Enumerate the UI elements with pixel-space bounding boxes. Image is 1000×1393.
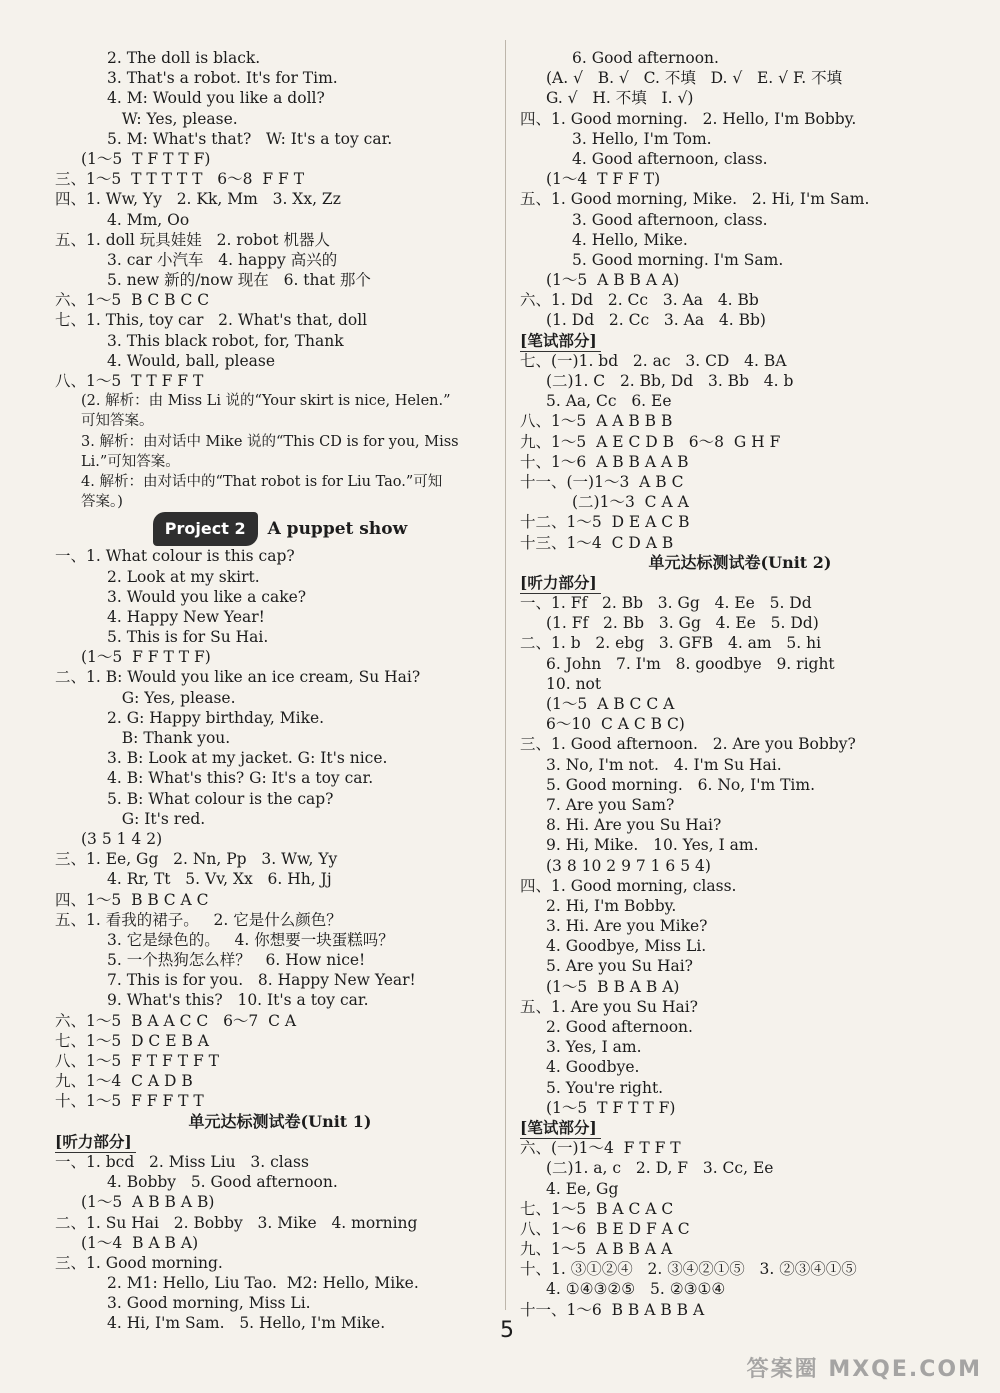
answer-line: 5. You're right. (546, 1078, 664, 1097)
answer-line: G: Yes, please. (107, 688, 236, 707)
answer-line: 4. Happy New Year! (107, 607, 265, 626)
answer-line: 7. Are you Sam? (546, 795, 675, 814)
watermark-logo: 答案圈 MXQE.COM (746, 1357, 982, 1382)
answer-line: 三、1. Good afternoon. 2. Are you Bobby? (520, 735, 856, 754)
answer-line: 三、1. Good morning. (55, 1253, 223, 1272)
answer-line: 十一、1～6 B B A B B A (520, 1300, 705, 1319)
answer-line: (1～5 B B A B A) (546, 977, 680, 996)
answer-line: 二、1. b 2. ebg 3. GFB 4. am 5. hi (520, 634, 822, 653)
section-label-text: [笔试部分] (520, 331, 601, 352)
answer-line: 一、1. Ff 2. Bb 3. Gg 4. Ee 5. Dd (520, 594, 812, 613)
answer-line: 3. This black robot, for, Thank (107, 331, 344, 350)
answer-line: 八、1～5 A A B B B (520, 412, 673, 431)
answer-line: W: Yes, please. (107, 109, 238, 128)
answer-line: G. √ H. 不填 I. √) (546, 89, 694, 108)
section-label (55, 1132, 505, 1152)
answer-line: 7. This is for you. 8. Happy New Year! (107, 971, 416, 990)
answer-line: 6. John 7. I'm 8. goodbye 9. right (546, 654, 835, 673)
answer-line: (1. Dd 2. Cc 3. Aa 4. Bb) (546, 311, 766, 330)
answer-line: 七、1～5 B A C A C (520, 1199, 674, 1218)
answer-line: 5. B: What colour is the cap? (107, 789, 334, 808)
project-heading (55, 514, 505, 544)
answer-line: 十、1～6 A B B A A B (520, 452, 689, 471)
page-number: 5 (500, 1318, 514, 1343)
answer-line: (3 8 10 2 9 7 1 6 5 4) (546, 856, 711, 875)
section-label (520, 331, 960, 351)
answer-line: 四、1. Good morning, class. (520, 876, 737, 895)
answer-line: B: Thank you. (107, 729, 231, 747)
answer-line: 4. Goodbye. (546, 1058, 640, 1077)
answer-line: 十、1～5 F F F T T (55, 1092, 204, 1111)
answer-line: 4. Good afternoon, class. (572, 149, 768, 168)
answer-line: 5. new 新的/now 现在 6. that 那个 (107, 271, 371, 290)
answer-line: Li.”可知答案。 (81, 453, 180, 470)
answer-line: 七、1～5 D C E B A (55, 1031, 209, 1050)
answer-line: 七、1. This, toy car 2. What's that, doll (55, 311, 368, 330)
column-divider (505, 40, 506, 1310)
answer-line: 2. G: Happy birthday, Mike. (107, 708, 325, 727)
left-column (55, 48, 505, 1334)
project-badge: Project 2 (153, 512, 258, 546)
answer-line: 10. not (546, 674, 602, 693)
answer-line: 3. That's a robot. It's for Tim. (107, 69, 338, 88)
answer-line: 4. Rr, Tt 5. Vv, Xx 6. Hh, Jj (107, 870, 332, 889)
answer-line: 3. B: Look at my jacket. G: It's nice. (107, 749, 388, 768)
answer-line: 4. ①④③②⑤ 5. ②③①④ (546, 1280, 726, 1299)
section-label (520, 573, 960, 593)
answer-line: (二)1～3 C A A (572, 493, 689, 512)
answer-line: (1～4 B A B A) (81, 1233, 199, 1252)
project-title: A puppet show (267, 519, 408, 540)
answer-line: 五、1. doll 玩具娃娃 2. robot 机器人 (55, 230, 330, 249)
answer-line: 三、1～5 T T T T T 6～8 F F T (55, 170, 305, 189)
answer-line: 3. Yes, I am. (546, 1038, 642, 1057)
answer-line: 5. This is for Su Hai. (107, 628, 269, 647)
answer-line: 2. Good afternoon. (546, 1018, 693, 1036)
answer-line: 8. Hi. Are you Su Hai? (546, 816, 722, 835)
answer-line: 3. Good morning, Miss Li. (107, 1294, 311, 1313)
right-column (520, 48, 960, 1320)
answer-line: (1～5 A B B A B) (81, 1193, 215, 1212)
answer-line: 十二、1～5 D E A C B (520, 513, 690, 532)
answer-line: 4. Ee, Gg (546, 1179, 619, 1198)
answer-line: (1～5 A B C C A (546, 695, 675, 713)
answer-line: 五、1. 看我的裙子。 2. 它是什么颜色？ (55, 910, 342, 929)
answer-line: 四、1～5 B B C A C (55, 890, 209, 909)
test-heading: 单元达标测试卷(Unit 1) (188, 1111, 372, 1131)
answer-line: 2. M1: Hello, Liu Tao. M2: Hello, Mike. (107, 1274, 419, 1293)
answer-line: (1～5 T F T T F) (546, 1098, 676, 1117)
answer-line: (A. √ B. √ C. 不填 D. √ E. √ F. 不填 (546, 69, 843, 88)
test-heading: 单元达标测试卷(Unit 2) (648, 552, 832, 572)
answer-line: 5. Are you Su Hai? (546, 957, 693, 976)
answer-line: 答案。) (81, 494, 123, 511)
answer-line: 2. Hi, I'm Bobby. (546, 896, 677, 915)
answer-line: (1～4 T F F T) (546, 170, 661, 189)
section-label-text: [笔试部分] (520, 1118, 601, 1139)
answer-line: 十一、(一)1～3 A B C (520, 472, 684, 491)
answer-line: 4. Mm, Oo (107, 210, 190, 229)
answer-line: 4. B: What's this? G: It's a toy car. (107, 769, 374, 788)
answer-line: (二)1. a, c 2. D, F 3. Cc, Ee (546, 1159, 774, 1178)
answer-line: 六、(一)1～4 F T F T (520, 1139, 681, 1158)
answer-line: 八、1～6 B E D F A C (520, 1219, 690, 1238)
answer-line: 六、1～5 B C B C C (55, 291, 210, 310)
answer-line: 九、1～5 A B B A A (520, 1240, 673, 1259)
section-label-text: [听力部分] (520, 573, 601, 594)
answer-line: 二、1. Su Hai 2. Bobby 3. Mike 4. morning (55, 1213, 418, 1232)
answer-line: 4. Hi, I'm Sam. 5. Hello, I'm Mike. (107, 1314, 386, 1333)
answer-line: 十三、1～4 C D A B (520, 533, 674, 552)
answer-line: 9. What's this? 10. It's a toy car. (107, 991, 369, 1010)
answer-line: 可知答案。 (81, 413, 154, 430)
answer-line: 九、1～4 C A D B (55, 1072, 193, 1091)
answer-line: 四、1. Good morning. 2. Hello, I'm Bobby. (520, 109, 857, 128)
answer-line: 一、1. What colour is this cap? (55, 547, 295, 566)
answer-line: 三、1. Ee, Gg 2. Nn, Pp 3. Ww, Yy (55, 850, 338, 869)
answer-line: 3. Hi. Are you Mike? (546, 917, 708, 936)
section-label (520, 1118, 960, 1138)
answer-line: 4. Hello, Mike. (572, 230, 688, 249)
answer-line: 2. The doll is black. (107, 49, 261, 67)
answer-line: 八、1～5 T T F F T (55, 372, 204, 390)
answer-line: 五、1. Good morning, Mike. 2. Hi, I'm Sam. (520, 190, 870, 209)
answer-line: 3. Would you like a cake? (107, 587, 307, 606)
answer-line: 六、1. Dd 2. Cc 3. Aa 4. Bb (520, 291, 759, 310)
answer-line: 九、1～5 A E C D B 6～8 G H F (520, 432, 781, 451)
answer-line: (1～5 A B B A A) (546, 271, 680, 290)
answer-line: (1～5 T F T T F) (81, 149, 211, 168)
answer-line: 5. Good morning. I'm Sam. (572, 250, 784, 269)
answer-line: 五、1. Are you Su Hai? (520, 997, 698, 1016)
answer-line: 十、1. ③①②④ 2. ③④②①⑤ 3. ②③④①⑤ (520, 1260, 857, 1279)
answer-line: 3. Hello, I'm Tom. (572, 129, 712, 148)
answer-line: 5. Good morning. 6. No, I'm Tim. (546, 775, 815, 794)
answer-line: 4. Would, ball, please (107, 351, 275, 370)
answer-line: 6. Good afternoon. (572, 49, 719, 67)
answer-line: (二)1. C 2. Bb, Dd 3. Bb 4. b (546, 372, 794, 390)
answer-line: 3. No, I'm not. 4. I'm Su Hai. (546, 755, 782, 774)
answer-line: 3. Good afternoon, class. (572, 210, 768, 229)
answer-line: (2. 解析：由 Miss Li 说的“Your skirt is nice, Helen.” (81, 393, 451, 410)
answer-line: 5. 一个热狗怎么样？ 6. How nice! (107, 951, 366, 970)
answer-line: (3 5 1 4 2) (81, 829, 163, 848)
answer-line: 七、(一)1. bd 2. ac 3. CD 4. BA (520, 351, 787, 370)
answer-line: 6～10 C A C B C) (546, 715, 685, 734)
answer-line: 八、1～5 F T F T F T (55, 1052, 219, 1070)
answer-line: 4. 解析：由对话中的“That robot is for Liu Tao.”可知 (81, 473, 443, 490)
section-label-text: [听力部分] (55, 1132, 136, 1153)
answer-line: G: It's red. (107, 809, 206, 828)
answer-line: 二、1. B: Would you like an ice cream, Su Hai? (55, 668, 421, 687)
answer-line: 5. Aa, Cc 6. Ee (546, 392, 672, 411)
answer-line: (1. Ff 2. Bb 3. Gg 4. Ee 5. Dd) (546, 614, 819, 633)
answer-line: 六、1～5 B A A C C 6～7 C A (55, 1011, 297, 1030)
answer-line: 3. 解析：由对话中 Mike 说的“This CD is for you, Miss (81, 433, 459, 450)
answer-line: 9. Hi, Mike. 10. Yes, I am. (546, 836, 759, 855)
answer-line: 4. M: Would you like a doll? (107, 89, 325, 108)
answer-line: 四、1. Ww, Yy 2. Kk, Mm 3. Xx, Zz (55, 190, 341, 209)
answer-line: 3. 它是绿色的。 4. 你想要一块蛋糕吗？ (107, 930, 394, 949)
answer-line: 一、1. bcd 2. Miss Liu 3. class (55, 1152, 309, 1171)
answer-line: 4. Bobby 5. Good afternoon. (107, 1173, 338, 1192)
answer-line: (1～5 F F T T F) (81, 648, 211, 667)
answer-line: 4. Goodbye, Miss Li. (546, 937, 707, 956)
answer-line: 3. car 小汽车 4. happy 高兴的 (107, 250, 338, 269)
answer-line: 2. Look at my skirt. (107, 567, 260, 586)
answer-line: 5. M: What's that? W: It's a toy car. (107, 129, 393, 148)
